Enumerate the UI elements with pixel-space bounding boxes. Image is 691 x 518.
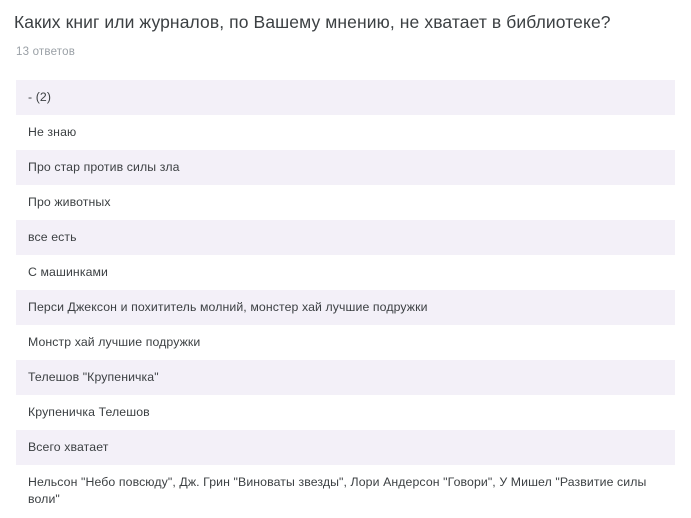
answer-text: Всего хватает: [28, 440, 109, 454]
answer-text: все есть: [28, 230, 77, 244]
answer-text: Телешов "Крупеничка": [28, 370, 159, 384]
list-item: [16, 150, 675, 185]
answers-list: [16, 80, 675, 518]
answer-text: Нельсон "Небо повсюду", Дж. Грин "Виноваты звезды", Лори Андерсон "Говори", У Мишел "Развитие силы воли": [28, 475, 647, 506]
answer-text: Про животных: [28, 195, 111, 209]
answer-text: Про стар против силы зла: [28, 160, 180, 174]
response-count-label: 13 ответов: [16, 46, 76, 58]
list-item: [16, 325, 675, 360]
list-item: [16, 465, 675, 518]
answer-text: Крупеничка Телешов: [28, 405, 150, 419]
answer-text: Монстр хай лучшие подружки: [28, 335, 201, 349]
list-item: [16, 220, 675, 255]
answer-text: С машинками: [28, 265, 109, 279]
list-item: [16, 185, 675, 220]
page-title: Каких книг или журналов, по Вашему мнению, не хватает в библиотеке?: [14, 12, 611, 32]
list-item: [16, 115, 675, 150]
answer-text: Не знаю: [28, 125, 77, 139]
list-item: [16, 255, 675, 290]
list-item: [16, 395, 675, 430]
list-item: [16, 290, 675, 325]
list-item: [16, 430, 675, 465]
list-item: [16, 80, 675, 115]
answer-text: Перси Джексон и похититель молний, монстер хай лучшие подружки: [28, 300, 428, 314]
list-item: [16, 360, 675, 395]
answer-text: - (2): [28, 90, 52, 104]
